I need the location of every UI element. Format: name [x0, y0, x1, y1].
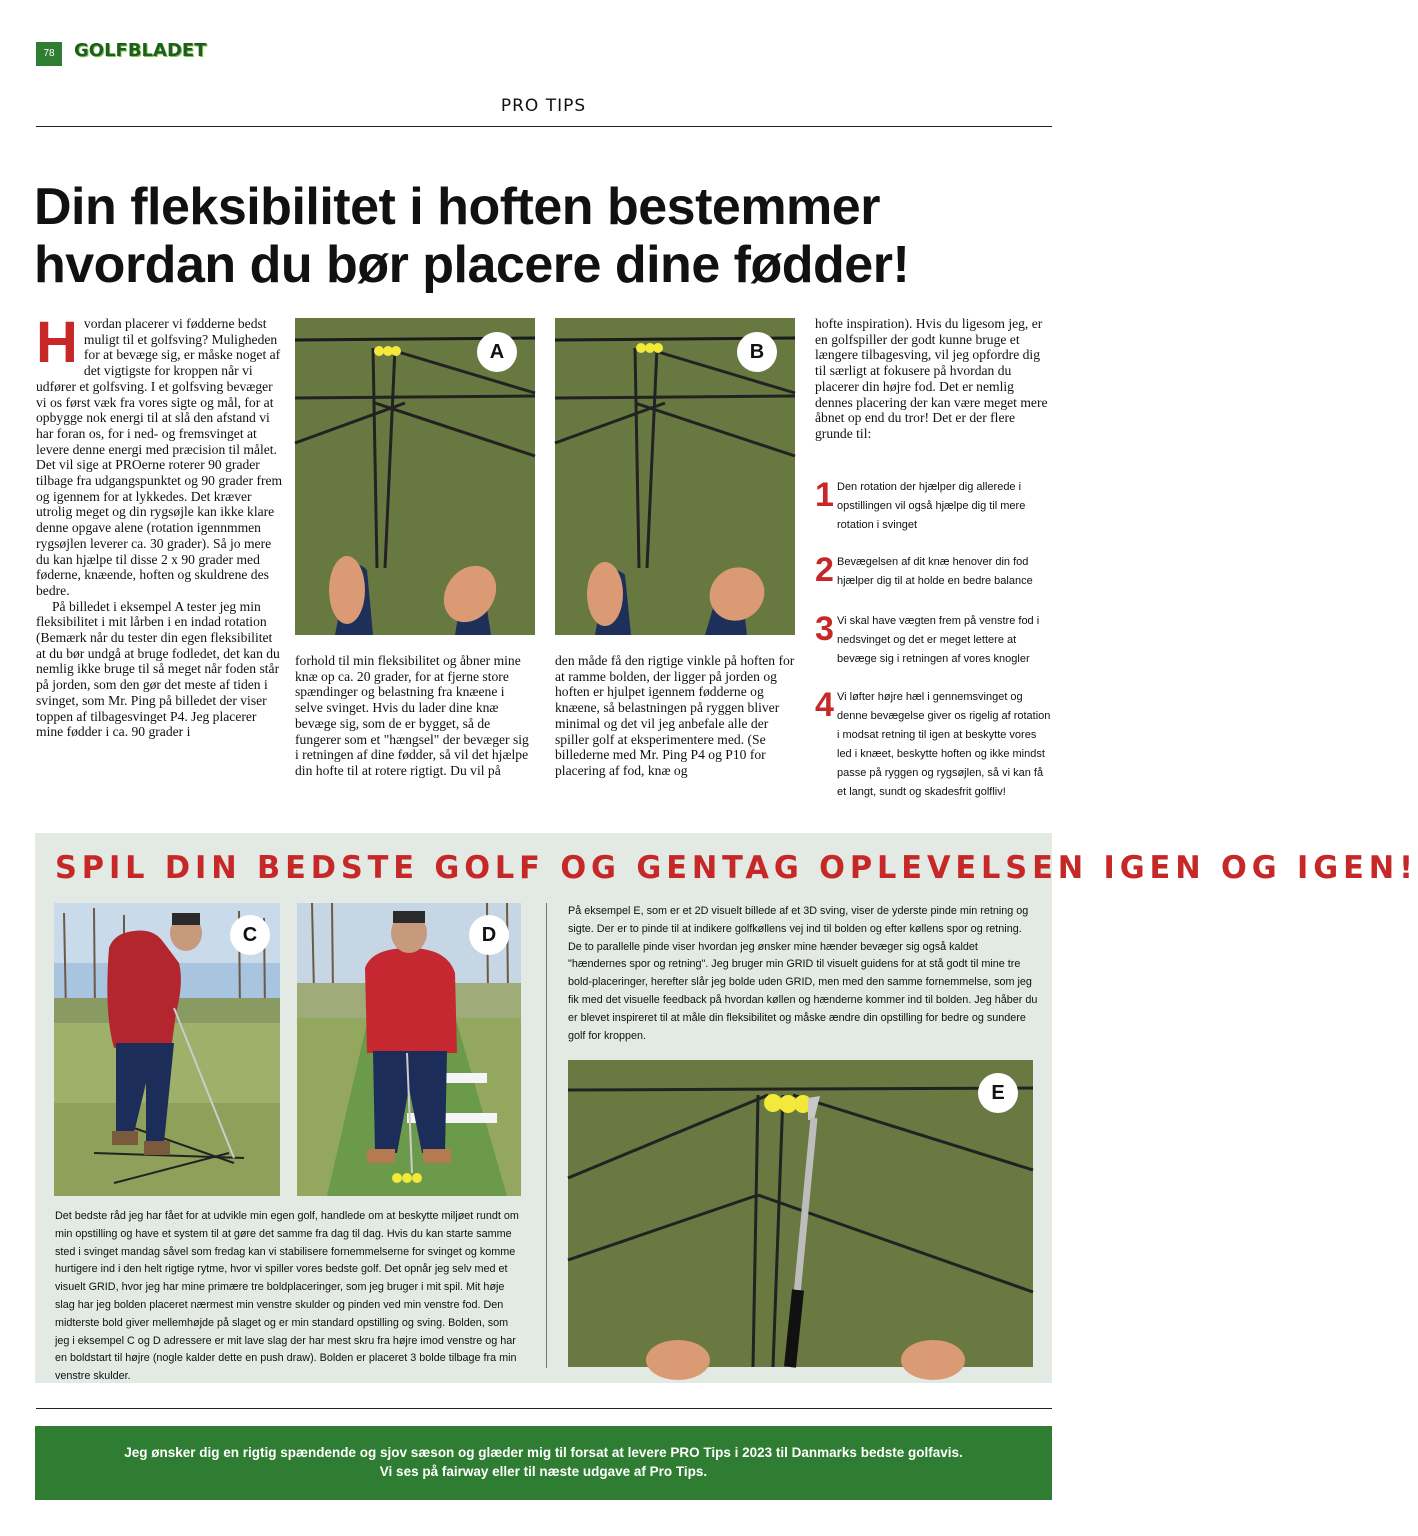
- reason-number-2: 2: [815, 551, 834, 589]
- closing-line-2: Vi ses på fairway eller til næste udgave af Pro Tips.: [379, 1464, 708, 1479]
- photo-d-label: D: [469, 915, 509, 955]
- closing-message-box: [35, 1426, 1052, 1500]
- section-label: PRO TIPS: [500, 96, 587, 116]
- reasons-list: [815, 478, 1051, 798]
- reason-number-4: 4: [815, 686, 834, 724]
- photo-c-label: C: [230, 915, 270, 955]
- article-column-3: den måde få den rigtige vinkle på hoften for at ramme bolden, der ligger på jorden og hoften er hjulpet igennem fødderne og knæene, så belastningen på ryggen bliver minimal og det vil jeg anbefale alle der spiller golf at eksperimentere med. (Se billederne med Mr. Ping P4 og P10 for placering af fod, knæ og: [555, 653, 795, 778]
- article-column-4: hofte inspiration). Hvis du ligesom jeg, er en golfspiller der godt kunne bruge et længere tilbagesving, vil jeg opfordre dig til særligt at fokusere på hvordan du placerer din højre fod. Det er nemlig dennes placering der kan være meget mere åbnet op end du tror! Det er der flere grunde til:: [815, 316, 1048, 441]
- closing-line-1: Jeg ønsker dig en rigtig spændende og sjov sæson og glæder mig til forsat at levere PRO Tips i 2023 til Danmarks bedste golfavis.: [124, 1445, 963, 1460]
- reason-text-2: Bevægelsen af dit knæ henover din fod hjælper dig til at holde en bedre balance: [837, 556, 1033, 587]
- photo-a-feet-flexibility: [295, 318, 535, 635]
- headline-line-2: hvordan du bør placere dine fødder!: [34, 236, 910, 294]
- photo-b-label: B: [737, 332, 777, 372]
- headline: [34, 178, 1064, 294]
- photo-d-address-front: [297, 903, 521, 1196]
- panel-right-text: På eksempel E, som er et 2D visuelt billede af et 3D sving, viser de yderste pinde min retning og sigte. Der er to pinde til at indikere golfkøllens vej ind til bolden og efter køllens spor og retning. De to parallelle pinde viser hvordan jeg ønsker mine hænder bevæger sig også kaldet "hændernes spor og retning". Jeg bruger min GRID til visuelt guidens for at stå godt til mine tre bold-placeringer, herefter slår jeg bolde uden GRID, men med den samme fornemmelse, som jeg fik med det visuelle feedback på hvordan køllen og hænderne kommer ind til bolden. Jeg håber du er blevet inspireret til at måle din fleksibilitet og måske ændre din opstilling for bedre og sundere golf for kroppen.: [568, 905, 1038, 1042]
- reason-text-3: Vi skal have vægten frem på venstre fod i nedsvinget og det er meget lettere at bevæge sig i retningen af vores knogler: [837, 615, 1040, 665]
- reason-text-1: Den rotation der hjælper dig allerede i opstillingen vil også hjælpe dig til mere rotation i svinget: [837, 481, 1026, 531]
- page-number: 78: [36, 42, 62, 66]
- photo-e-label: E: [978, 1073, 1018, 1113]
- article-column-1: [36, 310, 284, 796]
- photo-c-address-side: [54, 903, 280, 1196]
- article-paragraph-2: På billedet i eksempel A tester jeg min fleksibilitet i mit lårben i en indad rotation (Bemærk når du tester din egen fleksibilitet at du bør undgå at bruge fodledet, det kan du nemlig ikke bruge til så meget når foden står på jorden, som den gør det meste af tiden i svinget, som Mr. Ping på billedet der viser toppen af tilbagesvinget P4. Jeg placerer mine fødder i ca. 90 grader i: [36, 598, 280, 740]
- photo-e-grid-setup: [568, 1060, 1033, 1367]
- footer-divider: [36, 1408, 1052, 1409]
- reason-text-4: Vi løfter højre hæl i gennemsvinget og denne bevægelse giver os rigelig af rotation i modsat retning til igen at beskytte vores led i knæet, beskytte hoften og ikke mindst passe på ryggen og rygsøjlen, så vi kan få et langt, sundt og skadesfrit golfliv!: [837, 691, 1051, 798]
- photo-e-illustration: [568, 1060, 1033, 1367]
- reason-number-3: 3: [815, 610, 834, 648]
- article-column-2: forhold til min fleksibilitet og åbner mine knæ op ca. 20 grader, for at fjerne store spændinger og belastning fra knæene i selve svinget. Hvis du lader dine knæ bevæge sig, som de er bygget, så de fungerer som et "hængsel" der bevæger sig i retningen af dine fødder, så vil det hjælpe din hofte til at rotere rigtigt. Du vil på: [295, 653, 529, 778]
- section-divider: [36, 126, 1052, 127]
- reason-number-1: 1: [815, 476, 834, 514]
- panel-divider: [546, 903, 547, 1368]
- headline-line-1: Din fleksibilitet i hoften bestemmer: [34, 178, 880, 236]
- article-paragraph-1: vordan placerer vi fødderne bedst muligt til et golfsving? Muligheden for at bevæge sig, er måske noget af det vigtigste for kroppen når vi udfører et golfsving. I et golfsving bevæger vi os først væk fra vores sigte og mål, for at opbygge nok energi til at slå den afstand vi har foran os, for i ned- og fremsvinget at levere denne energi med præcision til målet. Det vil sige at PROerne roterer 90 grader tilbage fra udgangspunktet og 90 grader frem og igennem for at lykkedes. Det kræver utrolig meget og din rygsøjle kan ikke klare denne opgave alene (rotation igennmmen rygsøjlen leverer ca. 30 grader). Så jo mere du kan hjælpe til disse 2 x 90 grader med føderne, knæende, hoften og skuldrene des bedre.: [36, 316, 283, 598]
- photo-a-label: A: [477, 332, 517, 372]
- panel-left-text: Det bedste råd jeg har fået for at udvikle min egen golf, handlede om at beskytte miljøet rundt om min opstilling og have et system til at gøre det samme fra dag til dag. Hvis du kan starte samme sted i svinget mandag såvel som fredag kan vi stabilisere fornemmelserne for svinget og komme hurtigere ind i den helt rigtige rytme, hvor vi spiller vores bedste golf. Det opnår jeg selv med et visuelt GRID, hvor jeg har mine primære tre boldplaceringer, som jeg bruger i mit spil. Mit høje slag har jeg bolden placeret nærmest min venstre skulder og pinden ved min venstre fod. Den midterste bold giver mellemhøjde på slaget og er min standard opstilling og sving. Bolden, som jeg i eksempel C og D adressere er mit lave slag der har mest skru fra højre imod venstre og har en boldstart til højre (nogle kalder dette en push draw). Bolden er placeret 3 bolde tilbage fra min venstre skulder.: [55, 1210, 519, 1383]
- drop-cap: H: [36, 310, 78, 375]
- magazine-logo: GOLFBLADET: [74, 40, 207, 61]
- panel-title: SPIL DIN BEDSTE GOLF OG GENTAG OPLEVELSEN IGEN OG IGEN!: [55, 850, 1418, 886]
- photo-b-feet-open: [555, 318, 795, 635]
